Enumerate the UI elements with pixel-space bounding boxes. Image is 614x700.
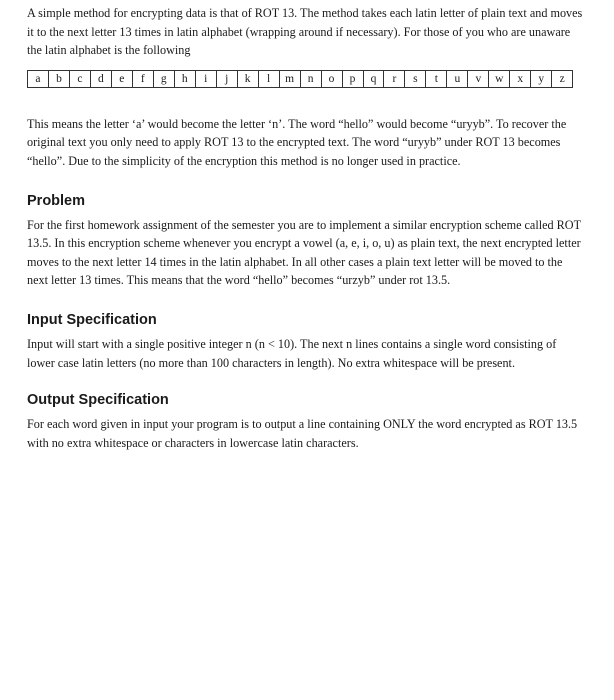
alphabet-cell: v [468,71,489,87]
problem-heading: Problem [27,192,86,209]
alphabet-cell: p [343,71,364,87]
alphabet-cell: d [91,71,112,87]
alphabet-cell: h [175,71,196,87]
problem-paragraph: For the first homework assignment of the semester you are to implement a similar encryption scheme called ROT 13.5. In this encryption scheme whenever you encrypt a vowel (a, e, i, o, u) as plain text, the next encrypted letter moves to the next letter 14 times in the latin alphabet. In all other cases a plain text letter will be moved to the next letter 13 times. This means that the word “hello” becomes “urzyb” under rot 13.5. [27,217,581,288]
alphabet-cell: q [364,71,385,87]
alphabet-cell: g [154,71,175,87]
alphabet-cell: w [489,71,510,87]
alphabet-cell: n [301,71,322,87]
alphabet-cell: u [447,71,468,87]
explanation-paragraph: This means the letter ‘a’ would become the letter ‘n’. The word “hello” would become “uryyb”. To recover the original text you only need to apply ROT 13 to the encrypted text. The word “uryyb” under ROT 13 becomes “hello”. Due to the simplicity of the encryption this method is no longer used in practice. [27,116,567,168]
alphabet-cell: i [196,71,217,87]
input-spec-paragraph: Input will start with a single positive integer n (n < 10). The next n lines contains a single word consisting of lower case latin letters (no more than 100 characters in length). No extra whitespace will be present. [27,336,557,370]
alphabet-cell: a [28,71,49,87]
alphabet-cell: r [384,71,405,87]
document-page [27,0,585,452]
intro-paragraph: A simple method for encrypting data is that of ROT 13. The method takes each latin letter of plain text and moves it to the next letter 13 times in latin alphabet (wrapping around if necessary). For those of you who are unaware the latin alphabet is the following [27,6,583,58]
alphabet-cell: k [238,71,259,87]
alphabet-cell: e [112,71,133,87]
input-spec-heading: Input Specification [27,311,157,328]
alphabet-cell: b [49,71,70,87]
output-spec-paragraph: For each word given in input your program is to output a line containing ONLY the word encrypted as ROT 13.5 with no extra whitespace or characters in lowercase latin characters. [27,417,578,450]
alphabet-cell: x [510,71,531,87]
alphabet-cell: z [559,72,565,85]
alphabet-cell: s [405,71,426,87]
alphabet-cell: f [133,71,154,87]
alphabet-cell: l [259,71,280,87]
alphabet-cell: t [426,71,447,87]
alphabet-cell: m [280,71,301,87]
alphabet-cell: c [70,71,91,87]
output-spec-heading: Output Specification [27,392,169,409]
alphabet-table [27,70,573,88]
alphabet-cell: o [322,71,343,87]
alphabet-cell: j [217,71,238,87]
alphabet-cell: y [531,71,552,87]
